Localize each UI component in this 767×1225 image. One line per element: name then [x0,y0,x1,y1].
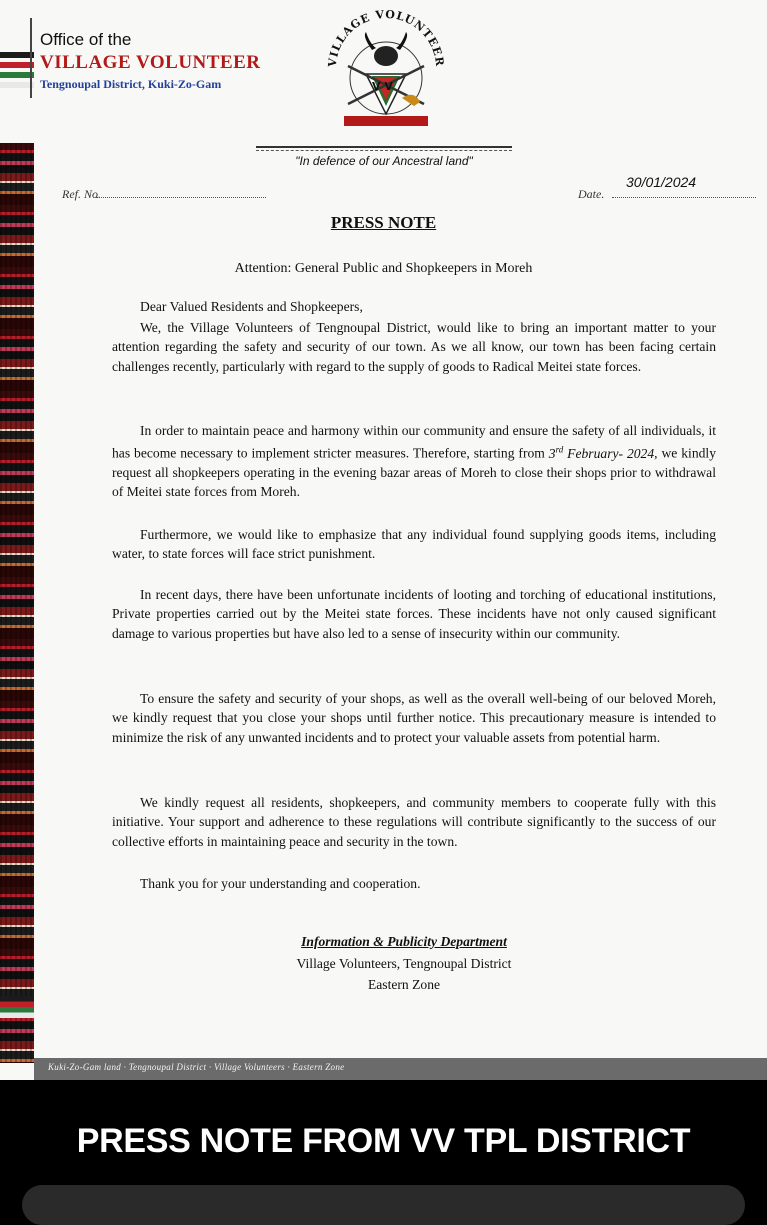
paragraph: We kindly request all residents, shopkeepers, and community members to cooperate fully with this initiative. Your support and adherence to these regulations will contribute significantly to the success of our collective efforts in maintaining peace and security in the town. [112,795,716,849]
comment-input-bar[interactable] [22,1185,745,1225]
signature-line: Village Volunteers, Tengnoupal District [296,956,512,971]
svg-text:VILLAGE VOLUNTEER: VILLAGE VOLUNTEER [325,7,447,68]
header-rule [256,146,512,148]
village-volunteer-emblem [318,6,454,134]
image-caption: PRESS NOTE FROM VV TPL DISTRICT [76,1122,691,1160]
date-label: Date. [578,187,605,201]
emblem-letters: V V [372,80,393,93]
flag-band [0,996,34,1018]
organization-name: VILLAGE VOLUNTEER [40,52,261,73]
document-title: PRESS NOTE [330,213,437,232]
date-line [612,197,756,198]
district-line: Tengnoupal District, Kuki-Zo-Gam [40,77,222,91]
footer-text: Kuki-Zo-Gam land · Tengnoupal District · Village Volunteers · Eastern Zone [48,1062,345,1072]
signature-department: Information & Publicity Department [301,934,507,949]
tribal-shawl-border [0,143,34,1063]
paragraph: To ensure the safety and security of your shops, as well as the overall well-being of our beloved Moreh, we kindly request that you close your shops until further notice. This precautionary measure is intended to minimize the risk of any unwanted incidents and to protect your valuable assets from potential harm. [112,691,716,745]
office-line: Office of the [40,30,132,49]
paragraph: Furthermore, we would like to emphasize that any individual found supplying goods items, including water, to state forces will face strict punishment. [112,527,716,562]
date-value: 30/01/2024 [626,174,697,190]
attention-line: Attention: General Public and Shopkeepers in Moreh [234,261,533,276]
letterhead [30,18,278,98]
signature-zone: Eastern Zone [367,977,441,992]
paragraph: In recent days, there have been unfortunate incidents of looting and torching of educational institutions, Private properties carried out by the Meitei state forces. These incidents have not only caused significant damage to various properties but have also led to a sense of insecurity within our community. [112,587,716,641]
salutation: Dear Valued Residents and Shopkeepers, [140,299,363,314]
flag-stripes [0,52,34,92]
paragraph: Thank you for your understanding and cooperation. [140,876,421,891]
paragraph: In order to maintain peace and harmony within our community and ensure the safety of all individuals, it has become necessary to implement stricter measures. Therefore, starting from 3rd February- 2024, we kindly request all shopkeepers operating in the evening bazar areas of Moreh to close their shops prior to withdrawal of Meitei state forces from Moreh. [112,423,716,500]
motto: "In defence of our Ancestral land" [295,154,473,168]
ref-line [96,197,266,198]
paragraph: We, the Village Volunteers of Tengnoupal District, would like to bring an important matter to your attention regarding the safety and security of our town. As we all know, our town has been facing certain challenges recently, particularly with regard to the supply of goods to Radical Meitei state forces. [112,320,716,374]
header-rule-dashed [256,150,512,151]
ref-label: Ref. No. [62,187,101,201]
